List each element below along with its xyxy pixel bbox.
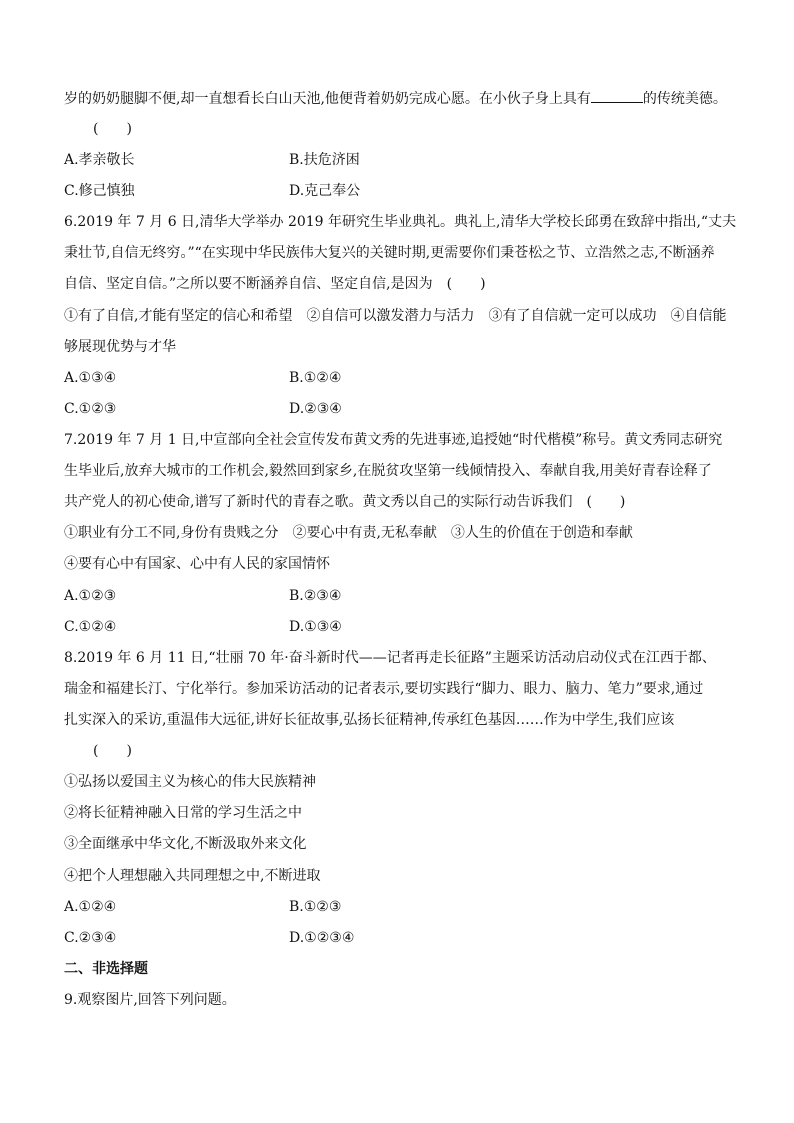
q8-paren: ( )	[93, 743, 132, 759]
q8-option-b: B.①②③	[289, 899, 342, 915]
q6-statement-line-2: 够展现优势与才华	[64, 339, 176, 355]
q5-option-c: C.修己慎独	[64, 183, 135, 199]
q8-statement-1: ①弘扬以爱国主义为核心的伟大民族精神	[64, 774, 316, 790]
q8-stem-line-2: 瑞金和福建长汀、宁化举行。参加采访活动的记者表示,要切实践行“脚力、眼力、脑力、笔力”要求,通过	[64, 681, 704, 697]
q8-stem-line-1: 8.2019 年 6 月 11 日,“壮丽 70 年·奋斗新时代——记者再走长征路”主题采访活动启动仪式在江西于都、	[64, 650, 716, 666]
q8-option-c: C.②③④	[64, 930, 117, 946]
q8-option-d: D.①②③④	[289, 930, 355, 946]
q5-stem-line	[64, 88, 744, 109]
q5-answer-blank	[591, 88, 643, 103]
q6-stem-line-3: 自信、坚定自信。”之所以要不断涵养自信、坚定自信,是因为 ( )	[64, 276, 486, 292]
q8-option-a: A.①②④	[64, 899, 117, 915]
q5-option-a: A.孝亲敬长	[64, 152, 135, 168]
q5-option-b: B.扶危济困	[289, 152, 360, 168]
q6-option-b: B.①②④	[289, 370, 342, 386]
section-heading: 二、非选择题	[64, 961, 148, 977]
q7-stem-line-3: 共产党人的初心使命,谱写了新时代的青春之歌。黄文秀以自己的实际行动告诉我们 ( )	[64, 494, 626, 510]
q6-statement-line-1: ①有了自信,才能有坚定的信心和希望 ②自信可以激发潜力与活力 ③有了自信就一定可以成功 ④自信能	[64, 308, 727, 324]
q5-stem-text: 岁的奶奶腿脚不便,却一直想看长白山天池,他便背着奶奶完成心愿。在小伙子身上具有	[64, 91, 591, 107]
q5-paren: ( )	[93, 121, 132, 137]
q7-statement-line-2: ④要有心中有国家、心中有人民的家国情怀	[64, 556, 330, 572]
q8-statement-2: ②将长征精神融入日常的学习生活之中	[64, 805, 302, 821]
q5-stem-tail: 的传统美德。	[642, 91, 727, 107]
q9-stem: 9.观察图片,回答下列问题。	[64, 992, 236, 1008]
q8-stem-line-3: 扎实深入的采访,重温伟大远征,讲好长征故事,弘扬长征精神,传承红色基因……作为中学生,我们应该	[64, 712, 675, 728]
q6-option-d: D.②③④	[289, 401, 342, 417]
q7-option-a: A.①②③	[64, 588, 117, 604]
q6-option-c: C.①②③	[64, 401, 117, 417]
q7-option-d: D.①③④	[289, 619, 342, 635]
q7-option-b: B.②③④	[289, 588, 342, 604]
q6-option-a: A.①③④	[64, 370, 117, 386]
q8-statement-3: ③全面继承中华文化,不断汲取外来文化	[64, 836, 307, 852]
q6-stem-line-1: 6.2019 年 7 月 6 日,清华大学举办 2019 年研究生毕业典礼。典礼上,清华大学校长邱勇在致辞中指出,“丈夫	[64, 214, 737, 230]
q6-stem-line-2: 秉壮节,自信无终穷。”“在实现中华民族伟大复兴的关键时期,更需要你们秉苍松之节、立浩然之志,不断涵养	[64, 245, 715, 261]
q7-option-c: C.①②④	[64, 619, 117, 635]
q7-statement-line-1: ①职业有分工不同,身份有贵贱之分 ②要心中有责,无私奉献 ③人生的价值在于创造和奉献	[64, 525, 633, 541]
q8-statement-4: ④把个人理想融入共同理想之中,不断进取	[64, 868, 321, 884]
q7-stem-line-2: 生毕业后,放弃大城市的工作机会,毅然回到家乡,在脱贫攻坚第一线倾情投入、奉献自我,用美好青春诠释了	[64, 463, 712, 479]
q5-option-d: D.克己奉公	[289, 183, 361, 199]
q7-stem-line-1: 7.2019 年 7 月 1 日,中宣部向全社会宣传发布黄文秀的先进事迹,追授她“时代楷模”称号。黄文秀同志研究	[64, 432, 723, 448]
